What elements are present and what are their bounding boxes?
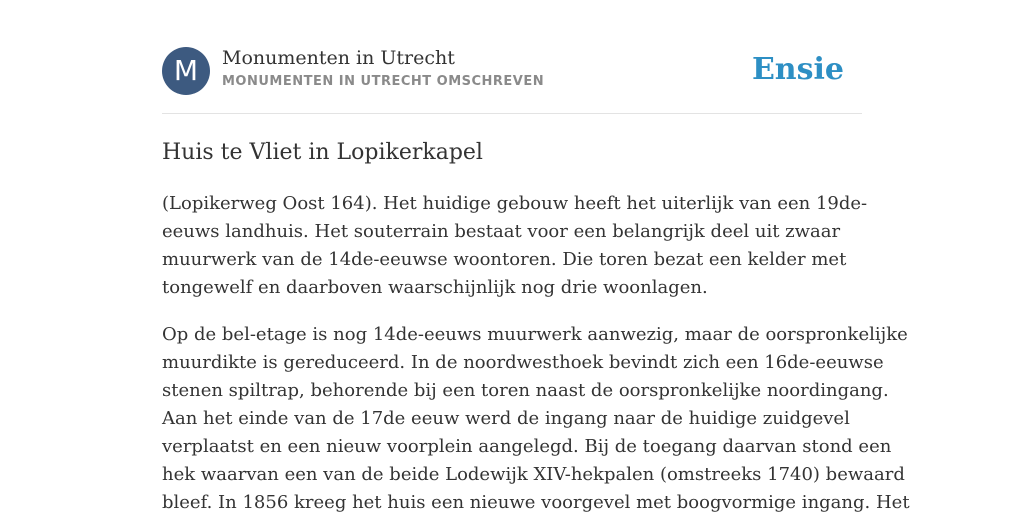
- text-line: Aan het einde van de 17de eeuw werd de ingang naar de huidige zuidgevel: [162, 408, 850, 429]
- site-avatar[interactable]: M: [162, 47, 210, 95]
- article-title: Huis te Vliet in Lopikerkapel: [162, 140, 483, 165]
- text-line: hek waarvan een van de beide Lodewijk XIV-hekpalen (omstreeks 1740) bewaard: [162, 464, 905, 485]
- text-line: stenen spiltrap, behorende bij een toren naast de oorspronkelijke noordingang.: [162, 380, 889, 401]
- text-line: verplaatst en een nieuw voorplein aangelegd. Bij de toegang daarvan stond een: [162, 436, 892, 457]
- site-header: [162, 46, 862, 96]
- paragraph-2: [162, 321, 910, 512]
- header-divider: [162, 113, 862, 114]
- text-line: muurwerk van de 14de-eeuwse woontoren. Die toren bezat een kelder met: [162, 249, 847, 270]
- text-line: tongewelf en daarboven waarschijnlijk nog drie woonlagen.: [162, 277, 708, 298]
- text-line: (Lopikerweg Oost 164). Het huidige gebouw heeft het uiterlijk van een 19de-: [162, 193, 868, 214]
- ensie-logo[interactable]: Ensie: [751, 52, 844, 87]
- text-line: muurdikte is gereduceerd. In de noordwesthoek bevindt zich een 16de-eeuwse: [162, 352, 884, 373]
- article-body: [162, 190, 910, 512]
- site-subtitle: MONUMENTEN IN UTRECHT OMSCHREVEN: [222, 74, 545, 89]
- text-line: eeuws landhuis. Het souterrain bestaat voor een belangrijk deel uit zwaar: [162, 221, 841, 242]
- site-title[interactable]: Monumenten in Utrecht: [222, 47, 455, 69]
- text-line: Op de bel-etage is nog 14de-eeuws muurwerk aanwezig, maar de oorspronkelijke: [162, 324, 908, 345]
- text-line: bleef. In 1856 kreeg het huis een nieuwe voorgevel met boogvormige ingang. Het: [162, 492, 910, 512]
- paragraph-1: [162, 190, 868, 302]
